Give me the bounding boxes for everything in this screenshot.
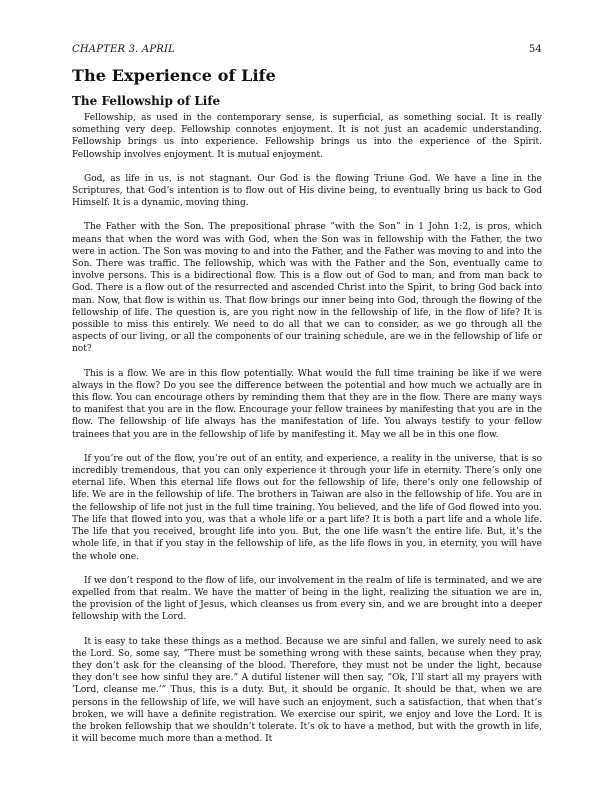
- subsection-title: The Fellowship of Life: [72, 94, 221, 108]
- section-title: The Experience of Life: [72, 66, 276, 85]
- running-header: [72, 44, 542, 58]
- paragraph: It is easy to take these things as a method. Because we are sinful and fallen, we surely need to ask the Lord. So, some say, ”There must be something wrong with these saints, because when they pray, they don’t ask for the cleansing of the blood. Therefore, they must not be under the light, because they don’t see how sinful they are.” A dutiful listener will then say, ”Ok, I’ll start all my prayers with ’Lord, cleanse me.’” Thus, this is a duty. But, it should be organic. It should be that, when we are persons in the fellowship of life, we will have such an enjoyment, such a satisfaction, that when that’s broken, we will have a definite registration. We exercise our spirit, we enjoy and love the Lord. It is the broken fellowship that we shouldn’t tolerate. It’s ok to have a method, but with the growth in life, it will become much more than a method. It: [72, 636, 542, 745]
- paragraph: If we don’t respond to the flow of life, our involvement in the realm of life is terminated, and we are expelled from that realm. We have the matter of being in the light, realizing the situation we are in, the provision of the light of Jesus, which cleanses us from every sin, and we are brought into a deeper fellowship with the Lord.: [72, 575, 542, 623]
- paragraph: The Father with the Son. The prepositional phrase ”with the Son” in 1 John 1:2, is pros, which means that when the word was with God, when the Son was in fellowship with the Father, the two were in action. The Son was moving to and into the Father, and the Father was moving to and into the Son. There was traffic. The fellowship, which was with the Father and the Son, eventually came to involve persons. This is a bidirectional flow. This is a flow out of God to man, and from man back to God. There is a flow out of the resurrected and ascended Christ into the Spirit, to bring God back into man. Now, that flow is within us. That flow brings our inner being into God, through the flowing of the fellowship of life. The question is, are you right now in the fellowship of life, in the flow of life? It is possible to miss this entirely. We need to do all that we can to consider, as we go through all the aspects of our living, or all the components of our training schedule, are we in the fellowship of life or not?: [72, 222, 542, 355]
- chapter-label: CHAPTER 3. APRIL: [72, 44, 175, 55]
- paragraph: God, as life in us, is not stagnant. Our God is the flowing Triune God. We have a line in the Scriptures, that God’s intention is to flow out of His divine being, to eventually bring us back to God Himself. It is a dynamic, moving thing.: [72, 173, 542, 209]
- paragraph: If you’re out of the flow, you’re out of an entity, and experience, a reality in the universe, that is so incredibly tremendous, that you can only experience it through your life in eternity. There’s only one eternal life. When this eternal life flows out for the fellowship of life, there’s only one fellowship of life. We are in the fellowship of life. The brothers in Taiwan are also in the fellowship of life. You are in the fellowship of life not just in the full time training. You believed, and the life of God flowed into you. The life that flowed into you, was that a whole life or a part life? It is both a part life and a whole life. The life that you received, brought life into you. But, the one life wasn’t the entire life. But, it’s the whole life, in that if you stay in the fellowship of life, as the life flows in you, in eternity, you will have the whole one.: [72, 453, 542, 562]
- page-number: 54: [528, 44, 542, 55]
- body-text: [72, 112, 542, 784]
- paragraph: This is a flow. We are in this flow potentially. What would the full time training be like if we were always in the flow? Do you see the difference between the potential and how much we actually are in this flow. You can encourage others by reminding them that they are in the flow. There are many ways to manifest that you are in the flow. Encourage your fellow trainees by manifesting that you are in the flow. The fellowship of life always has the manifestation of life. You always testify to your fellow trainees that you are in the fellowship of life by manifesting it. May we all be in this one flow.: [72, 368, 542, 440]
- paragraph: Fellowship, as used in the contemporary sense, is superficial, as something social. It is really something very deep. Fellowship connotes enjoyment. It is not just an academic understanding. Fellowship brings us into experience. Fellowship brings us into the experience of the Spirit. Fellowship involves enjoyment. It is mutual enjoyment.: [72, 113, 542, 160]
